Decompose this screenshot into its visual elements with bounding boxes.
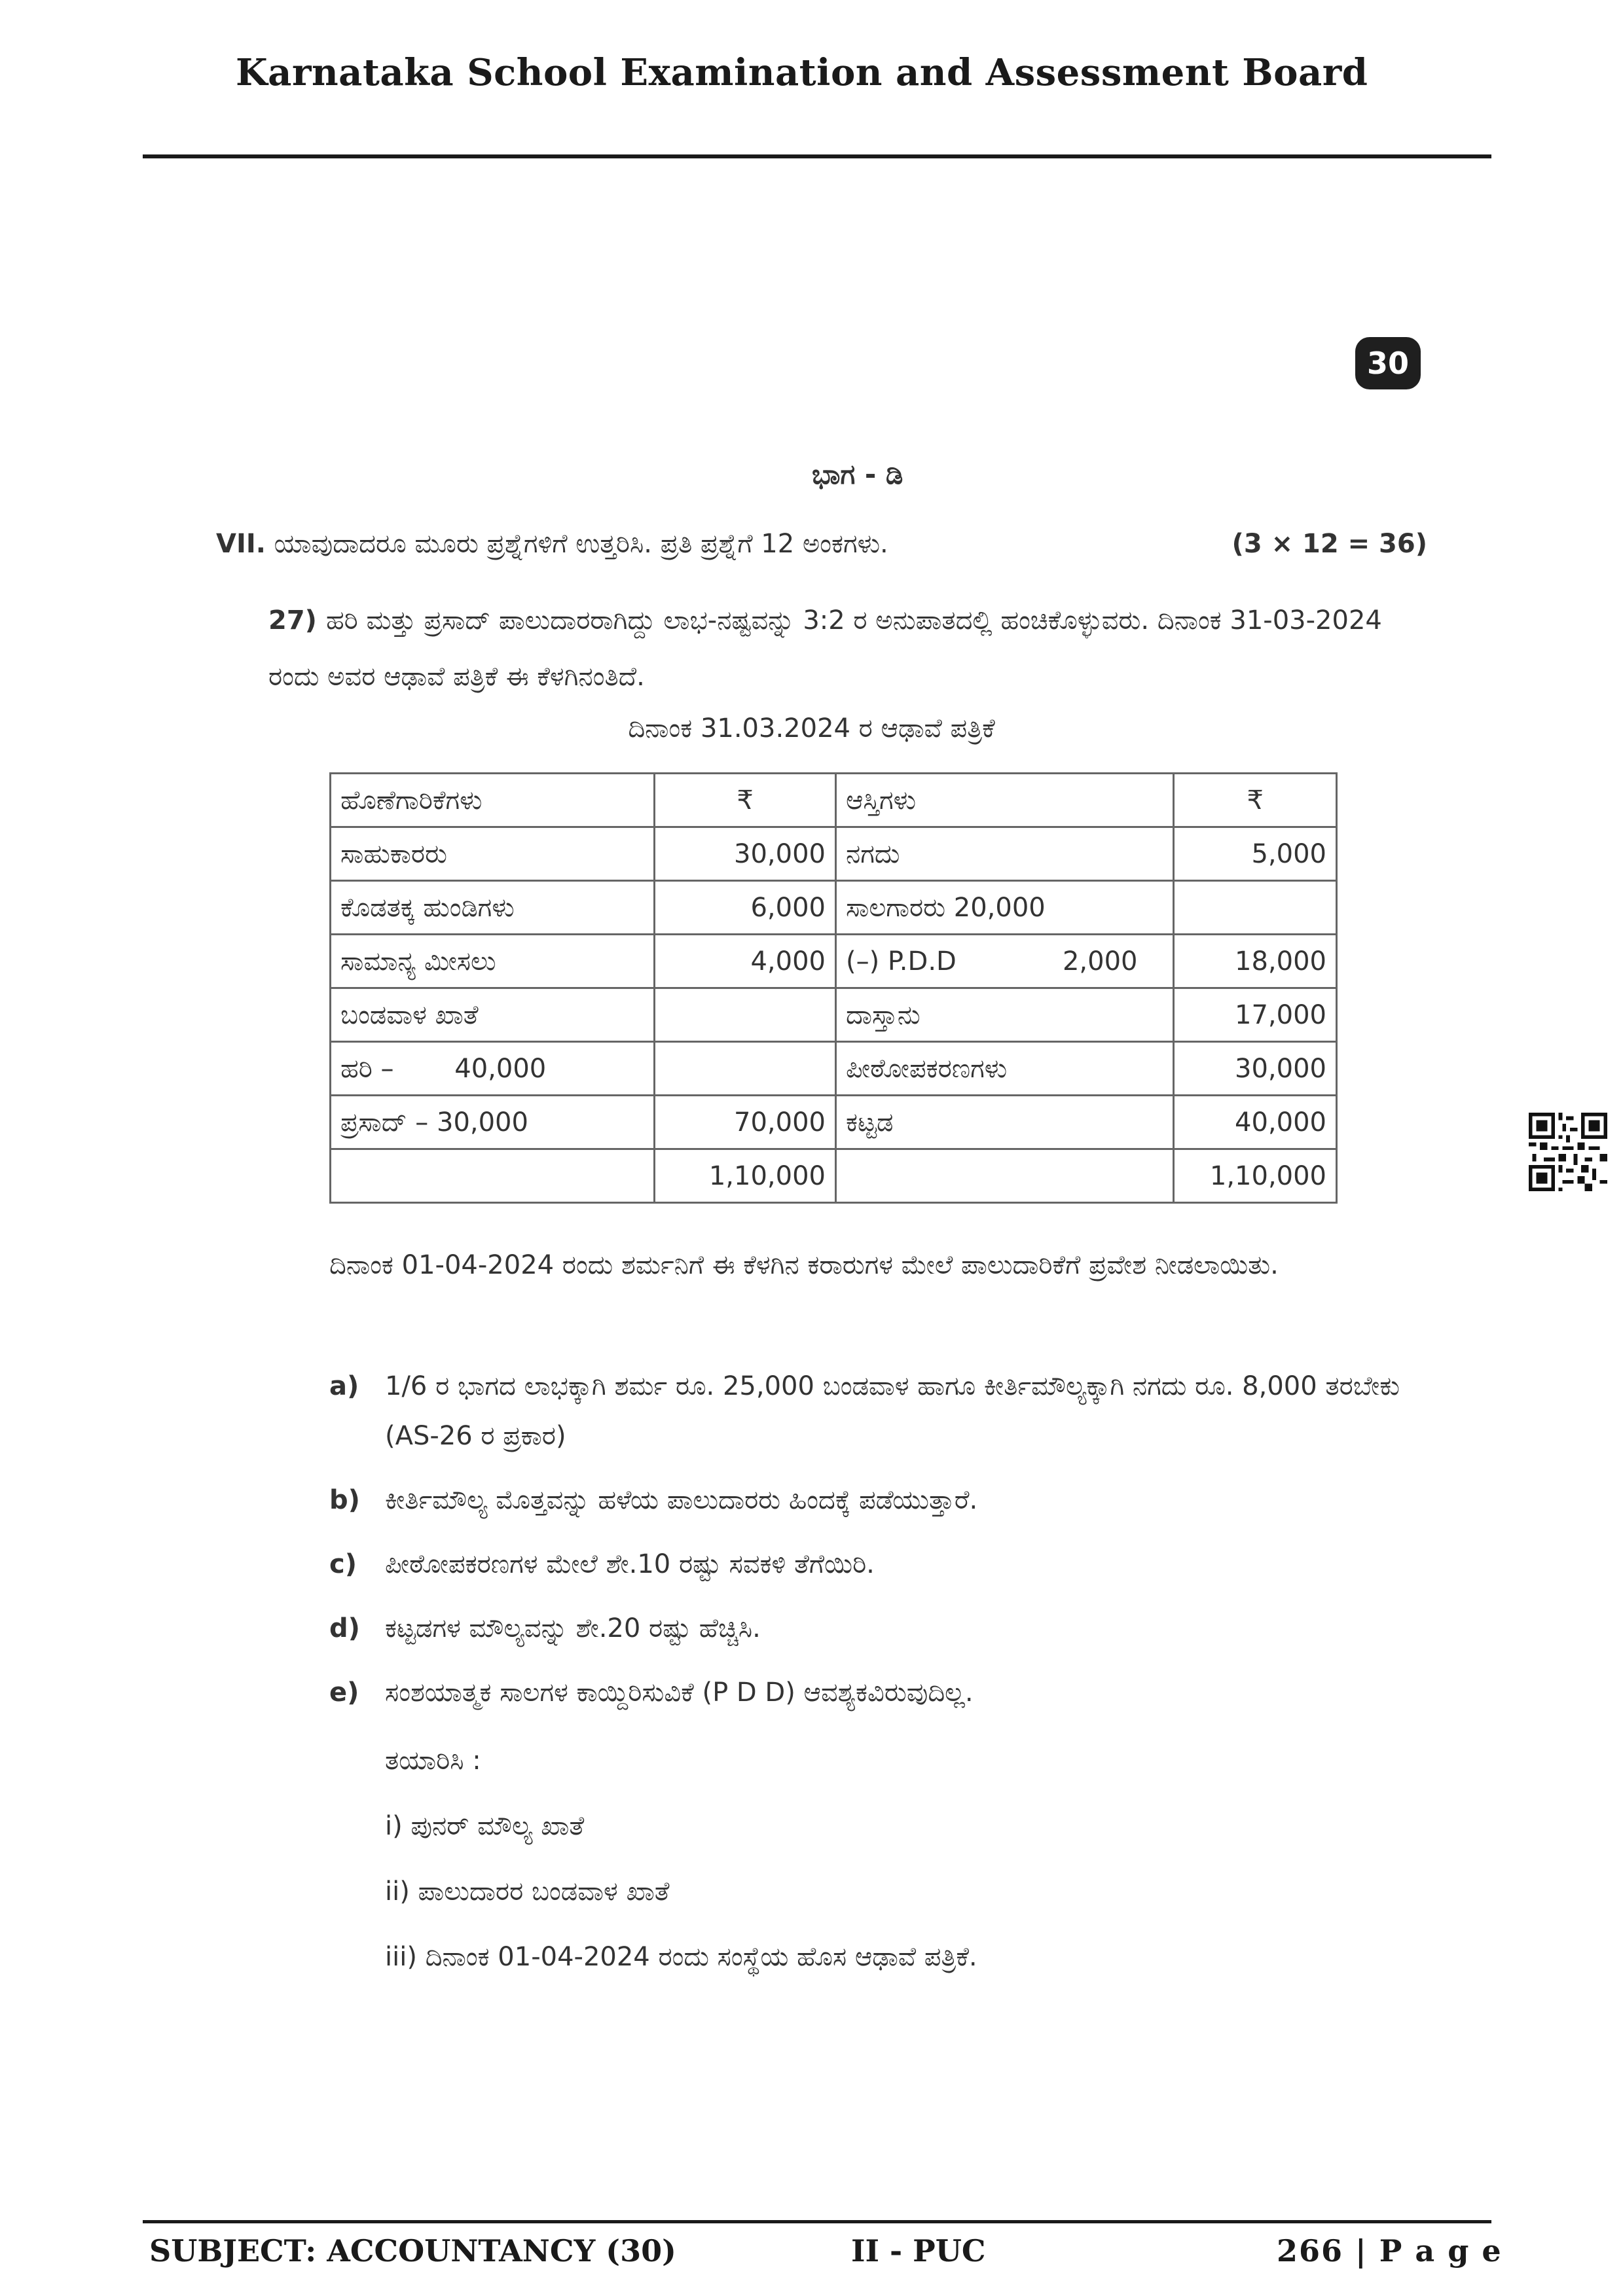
liability-cell: ಪ್ರಸಾದ್ – 30,000 <box>331 1096 655 1149</box>
asset-amount-cell: 30,000 <box>1174 1042 1337 1096</box>
asset-cell <box>835 1149 1174 1203</box>
liability-amount-cell: 30,000 <box>655 827 836 881</box>
list-item <box>329 1475 1442 1525</box>
conditions-list <box>329 1361 1442 1732</box>
condition-text: ಪೀಠೋಪಕರಣಗಳ ಮೇಲೆ ಶೇ.10 ರಷ್ಟು ಸವಕಳಿ ತೆಗೆಯಿರಿ. <box>385 1549 875 1579</box>
footer-class: II - PUC <box>851 2233 986 2269</box>
qr-code-icon <box>1529 1113 1607 1191</box>
liability-label: ಹರಿ – <box>340 1053 394 1084</box>
prepare-section <box>385 1728 977 1990</box>
header-assets-amount: ₹ <box>1174 774 1337 827</box>
header-divider <box>143 154 1491 158</box>
section-instruction-row <box>216 529 1427 559</box>
section-instruction: ಯಾವುದಾದರೂ ಮೂರು ಪ್ರಶ್ನೆಗಳಿಗೆ ಉತ್ತರಿಸಿ. ಪ್ರತಿ ಪ್ರಶ್ನೆಗೆ 12 ಅಂಕಗಳು. <box>274 529 888 559</box>
liability-amount-cell: 4,000 <box>655 935 836 988</box>
condition-label: b) <box>329 1485 360 1515</box>
condition-label: c) <box>329 1549 357 1579</box>
list-item <box>329 1668 1442 1717</box>
prepare-label: ತಯಾರಿಸಿ : <box>385 1746 481 1776</box>
condition-text: ಕಟ್ಟಡಗಳ ಮೌಲ್ಯವನ್ನು ಶೇ.20 ರಷ್ಟು ಹೆಚ್ಚಿಸಿ. <box>385 1613 761 1643</box>
list-item <box>329 1604 1442 1653</box>
table-row <box>331 1042 1337 1096</box>
liability-cell <box>331 1042 655 1096</box>
asset-total-cell: 1,10,000 <box>1174 1149 1337 1203</box>
footer-divider <box>143 2220 1491 2223</box>
asset-cell: ಕಟ್ಟಡ <box>835 1096 1174 1149</box>
subject-code-badge: 30 <box>1355 337 1421 389</box>
header-assets: ಆಸ್ತಿಗಳು <box>835 774 1174 827</box>
liability-cell <box>331 1149 655 1203</box>
table-row <box>331 935 1337 988</box>
liability-total-cell: 1,10,000 <box>655 1149 836 1203</box>
admission-paragraph: ದಿನಾಂಕ 01-04-2024 ರಂದು ಶರ್ಮನಿಗೆ ಈ ಕೆಳಗಿನ ಕರಾರುಗಳ ಮೇಲೆ ಪಾಲುದಾರಿಕೆಗೆ ಪ್ರವೇಶ ನೀಡಲಾಯಿತು. <box>329 1250 1279 1280</box>
footer-subject: SUBJECT: ACCOUNTANCY (30) <box>149 2233 676 2269</box>
prepare-item: ii) ಪಾಲುದಾರರ ಬಂಡವಾಳ ಖಾತೆ <box>385 1876 670 1907</box>
liability-amount-cell: 70,000 <box>655 1096 836 1149</box>
asset-cell: ದಾಸ್ತಾನು <box>835 988 1174 1042</box>
part-title: ಭಾಗ - ಡಿ <box>812 458 903 490</box>
liability-cell: ಬಂಡವಾಳ ಖಾತೆ <box>331 988 655 1042</box>
list-item <box>329 1539 1442 1589</box>
table-header-row <box>331 774 1337 827</box>
question-text: ಹರಿ ಮತ್ತು ಪ್ರಸಾದ್ ಪಾಲುದಾರರಾಗಿದ್ದು ಲಾಭ-ನಷ್ಟವನ್ನು 3:2 ರ ಅನುಪಾತದಲ್ಲಿ ಹಂಚಿಕೊಳ್ಳುವರು. ದಿನಾಂಕ 31-03-2024 ರಂದು ಅವರ ಆಢಾವೆ ಪತ್ರಿಕೆ ಈ ಕೆಳಗಿನಂತಿದೆ. <box>268 605 1382 692</box>
condition-label: e) <box>329 1677 359 1708</box>
asset-cell: ಸಾಲಗಾರರು 20,000 <box>835 881 1174 935</box>
asset-amount-cell <box>1174 881 1337 935</box>
section-marks: (3 × 12 = 36) <box>1231 529 1427 559</box>
liability-sub-amount: 40,000 <box>454 1053 547 1084</box>
page-header-title: Karnataka School Examination and Assessment Board <box>236 51 1368 94</box>
table-row <box>331 988 1337 1042</box>
asset-label: (–) P.D.D <box>845 946 957 977</box>
table-row <box>331 1096 1337 1149</box>
balance-sheet-caption: ದಿನಾಂಕ 31.03.2024 ರ ಆಢಾವೆ ಪತ್ರಿಕೆ <box>628 713 995 744</box>
section-number: VII. <box>216 529 266 559</box>
table-total-row <box>331 1149 1337 1203</box>
footer-page-number: 266 | P a g e <box>1277 2233 1503 2269</box>
liability-amount-cell: 6,000 <box>655 881 836 935</box>
balance-sheet-table <box>329 772 1338 1204</box>
condition-label: a) <box>329 1371 359 1401</box>
liability-cell: ಕೊಡತಕ್ಕ ಹುಂಡಿಗಳು <box>331 881 655 935</box>
list-item <box>329 1361 1442 1461</box>
question-number: 27) <box>268 605 317 636</box>
asset-sub-amount: 2,000 <box>1062 946 1138 977</box>
asset-amount-cell: 5,000 <box>1174 827 1337 881</box>
table-row <box>331 827 1337 881</box>
asset-amount-cell: 18,000 <box>1174 935 1337 988</box>
header-liabilities: ಹೊಣೆಗಾರಿಕೆಗಳು <box>331 774 655 827</box>
prepare-item: i) ಪುನರ್ ಮೌಲ್ಯ ಖಾತೆ <box>385 1811 585 1841</box>
liability-cell: ಸಾಹುಕಾರರು <box>331 827 655 881</box>
header-liabilities-amount: ₹ <box>655 774 836 827</box>
liability-cell: ಸಾಮಾನ್ಯ ಮೀಸಲು <box>331 935 655 988</box>
condition-label: d) <box>329 1613 360 1643</box>
liability-amount-cell <box>655 988 836 1042</box>
asset-cell <box>835 935 1174 988</box>
asset-cell: ನಗದು <box>835 827 1174 881</box>
question-27 <box>268 592 1434 705</box>
table-row <box>331 881 1337 935</box>
liability-amount-cell <box>655 1042 836 1096</box>
condition-text: ಸಂಶಯಾತ್ಮಕ ಸಾಲಗಳ ಕಾಯ್ದಿರಿಸುವಿಕೆ (P D D) ಆವಶ್ಯಕವಿರುವುದಿಲ್ಲ. <box>385 1677 974 1708</box>
asset-cell: ಪೀಠೋಪಕರಣಗಳು <box>835 1042 1174 1096</box>
asset-amount-cell: 17,000 <box>1174 988 1337 1042</box>
prepare-item: iii) ದಿನಾಂಕ 01-04-2024 ರಂದು ಸಂಸ್ಥೆಯ ಹೊಸ ಆಢಾವೆ ಪತ್ರಿಕೆ. <box>385 1942 977 1972</box>
condition-text: ಕೀರ್ತಿಮೌಲ್ಯ ಮೊತ್ತವನ್ನು ಹಳೆಯ ಪಾಲುದಾರರು ಹಿಂದಕ್ಕೆ ಪಡೆಯುತ್ತಾರೆ. <box>385 1485 978 1515</box>
condition-text: 1/6 ರ ಭಾಗದ ಲಾಭಕ್ಕಾಗಿ ಶರ್ಮ ರೂ. 25,000 ಬಂಡವಾಳ ಹಾಗೂ ಕೀರ್ತಿಮೌಲ್ಯಕ್ಕಾಗಿ ನಗದು ರೂ. 8,000 ತರಬೇಕು (AS-26 ರ ಪ್ರಕಾರ) <box>385 1371 1400 1451</box>
asset-amount-cell: 40,000 <box>1174 1096 1337 1149</box>
